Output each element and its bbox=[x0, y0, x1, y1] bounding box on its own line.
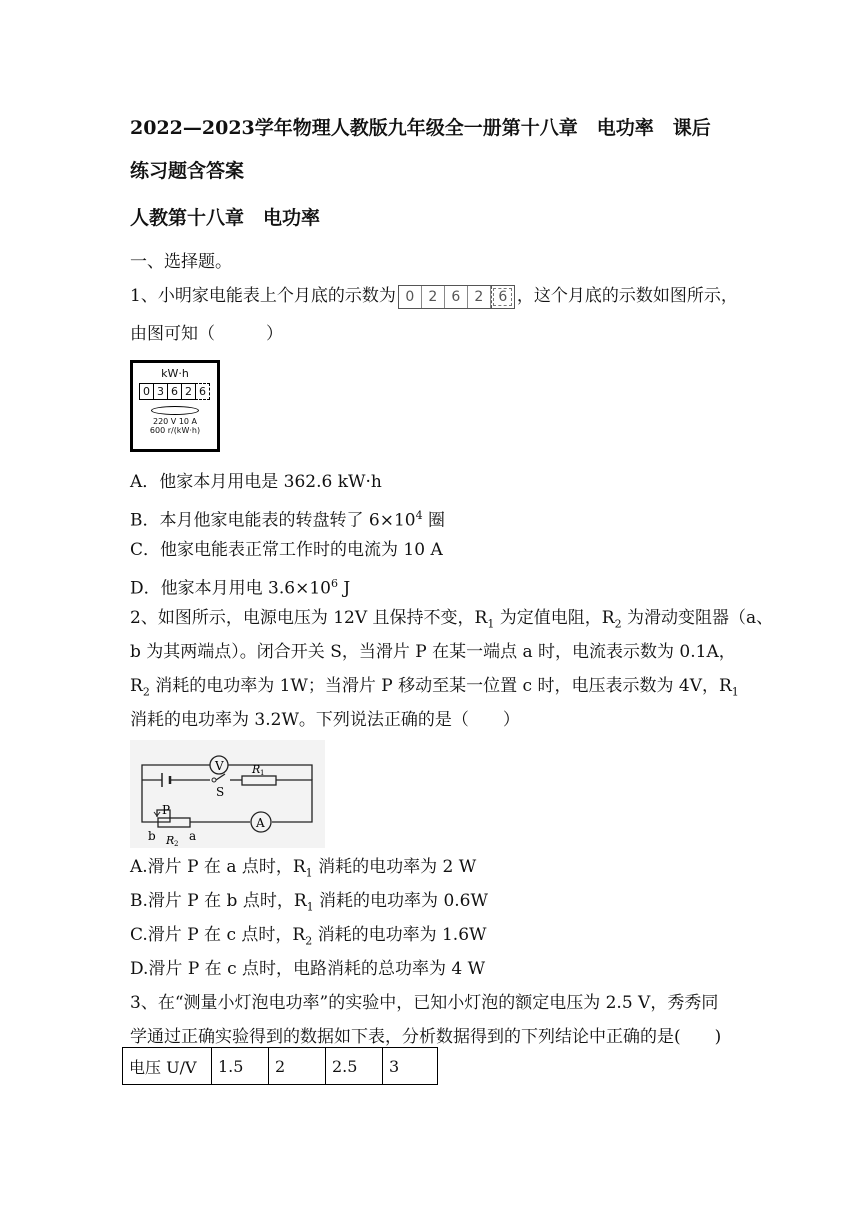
point-a-label: a bbox=[189, 829, 197, 843]
table-row bbox=[123, 1048, 438, 1085]
section-heading: 一、选择题。 bbox=[130, 252, 232, 272]
question-1: 1、小明家电能表上个月底的示数为 0 2 6 2 6 ，这个月底的示数如图所示， bbox=[130, 284, 738, 309]
meter-spec-2: 600 r/(kW·h) bbox=[149, 426, 201, 435]
question-3-line2: 学通过正确实验得到的数据如下表，分析数据得到的下列结论中正确的是( ) bbox=[130, 1027, 722, 1047]
q1-option-a: A．他家本月用电是 362.6 kW·h bbox=[130, 472, 382, 492]
r2-label: R bbox=[166, 834, 175, 847]
q2-option-a: A.滑片 P 在 a 点时，$R_1$ 消耗的电功率为 2 W bbox=[130, 857, 477, 880]
question-2-line4: 消耗的电功率为 3.2W。下列说法正确的是（ ） bbox=[130, 710, 520, 730]
table-cell: 3 bbox=[383, 1048, 438, 1085]
chapter-heading: 人教第十八章 电功率 bbox=[130, 207, 321, 229]
question-2-line3: $R_2$ 消耗的电功率为 1W；当滑片 P 移动至某一位置 c 时，电压表示数为 4V，$R_1$ bbox=[130, 676, 739, 699]
question-2-line2: b 为其两端点）。闭合开关 S，当滑片 P 在某一端点 a 时，电流表示数为 0.1A， bbox=[130, 642, 736, 662]
q1-option-c: C．他家电能表正常工作时的电流为 10 A bbox=[130, 540, 443, 560]
meter-disc-icon bbox=[151, 406, 199, 415]
question-1-line2: 由图可知（ ） bbox=[130, 324, 283, 344]
table-cell: 2.5 bbox=[326, 1048, 383, 1085]
energy-meter-figure bbox=[130, 360, 220, 452]
table-cell: 电压 U/V bbox=[123, 1048, 212, 1085]
last-month-reading: 0 2 6 2 6 bbox=[398, 285, 515, 309]
document-title: 2022—2023学年物理人教版九年级全一册第十八章 电功率 课后 bbox=[130, 117, 711, 139]
table-cell: 1.5 bbox=[212, 1048, 269, 1085]
q2-option-c: C.滑片 P 在 c 点时，$R_2$ 消耗的电功率为 1.6W bbox=[130, 925, 487, 948]
svg-text:1: 1 bbox=[260, 769, 265, 777]
circuit-diagram bbox=[130, 740, 325, 848]
question-2: 2、如图所示，电源电压为 12V 且保持不变，$R_1$ 为定值电阻，$R_2$ 为滑动变阻器（a、 bbox=[130, 608, 774, 631]
document-title-cont: 练习题含答案 bbox=[130, 160, 245, 182]
ammeter-label: A bbox=[256, 816, 265, 830]
meter-spec-1: 220 V 10 A bbox=[152, 417, 198, 426]
question-3: 3、在“测量小灯泡电功率”的实验中，已知小灯泡的额定电压为 2.5 V，秀秀同 bbox=[130, 993, 719, 1013]
q2-option-b: B.滑片 P 在 b 点时，$R_1$ 消耗的电功率为 0.6W bbox=[130, 891, 488, 914]
voltmeter-label: V bbox=[215, 759, 224, 773]
meter-reading: 0 3 6 2 6 bbox=[133, 383, 217, 400]
meter-unit: kW·h bbox=[161, 367, 189, 380]
q2-option-d: D.滑片 P 在 c 点时，电路消耗的总功率为 4 W bbox=[130, 959, 486, 979]
point-b-label: b bbox=[148, 829, 156, 843]
svg-text:2: 2 bbox=[174, 840, 179, 848]
table-cell: 2 bbox=[269, 1048, 326, 1085]
q1-option-d: D．他家本月用电 $3.6\times 10^6$ J bbox=[130, 577, 351, 599]
data-table bbox=[122, 1047, 438, 1085]
q1-option-b: B．本月他家电能表的转盘转了 $6\times 10^4$ 圈 bbox=[130, 509, 445, 531]
slider-label: P bbox=[162, 803, 171, 817]
r1-label: R bbox=[252, 763, 261, 776]
switch-label: S bbox=[216, 785, 225, 799]
